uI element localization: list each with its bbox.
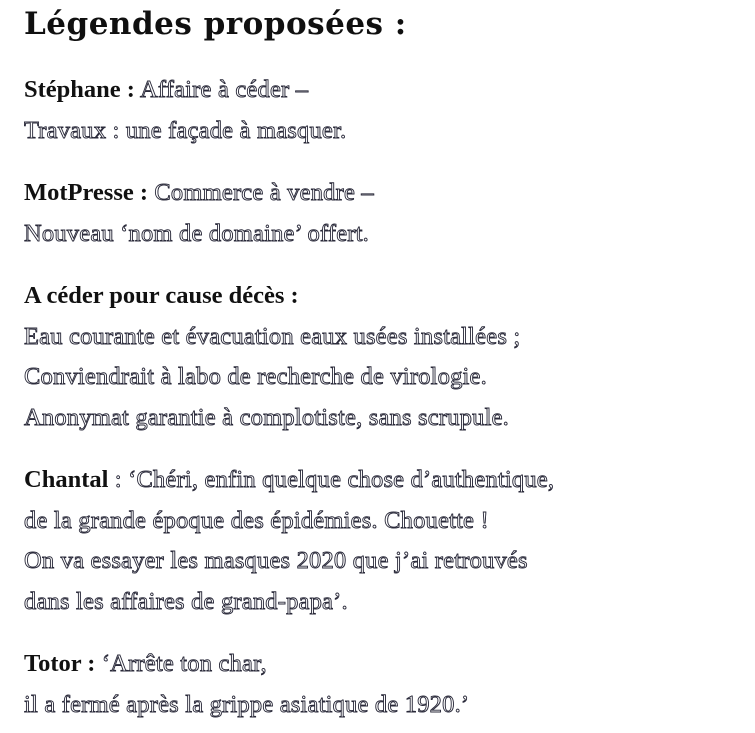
caption-motpresse bbox=[24, 173, 755, 254]
caption-line: Eau courante et évacuation eaux usées installées ; bbox=[24, 322, 521, 350]
caption-line: On va essayer les masques 2020 que j’ai retrouvés bbox=[24, 547, 528, 574]
caption-chantal bbox=[24, 460, 755, 622]
caption-author: Totor : bbox=[24, 650, 96, 677]
caption-line bbox=[24, 70, 755, 111]
caption-author: A céder pour cause décès : bbox=[24, 282, 299, 309]
caption-text: : ‘Chéri, enfin quelque chose d’authentique, bbox=[114, 466, 555, 493]
caption-line: il a fermé après la grippe asiatique de 1920.’ bbox=[24, 690, 470, 718]
caption-author: Chantal bbox=[24, 466, 109, 493]
caption-author: Stéphane : bbox=[24, 76, 135, 103]
caption-line: de la grande époque des épidémies. Chouette ! bbox=[24, 506, 489, 534]
caption-line bbox=[24, 276, 755, 317]
caption-line bbox=[24, 460, 755, 501]
caption-totor bbox=[24, 644, 755, 725]
caption-author: MotPresse : bbox=[24, 179, 149, 206]
caption-line: Anonymat garantie à complotiste, sans scrupule. bbox=[24, 403, 509, 431]
caption-stephane bbox=[24, 70, 755, 151]
caption-line: dans les affaires de grand-papa’. bbox=[24, 587, 348, 615]
caption-text: Commerce à vendre – bbox=[154, 179, 374, 206]
caption-line bbox=[24, 173, 755, 214]
caption-line: Conviendrait à labo de recherche de virologie. bbox=[24, 363, 487, 390]
caption-a-ceder bbox=[24, 276, 755, 438]
caption-line: Travaux : une façade à masquer. bbox=[24, 116, 347, 144]
caption-line: Nouveau ‘nom de domaine’ offert. bbox=[24, 219, 369, 247]
caption-text: Affaire à céder – bbox=[139, 76, 309, 103]
caption-line bbox=[24, 644, 755, 685]
page-title: Légendes proposées : bbox=[24, 6, 407, 42]
caption-text: ‘Arrête ton char, bbox=[101, 650, 267, 677]
